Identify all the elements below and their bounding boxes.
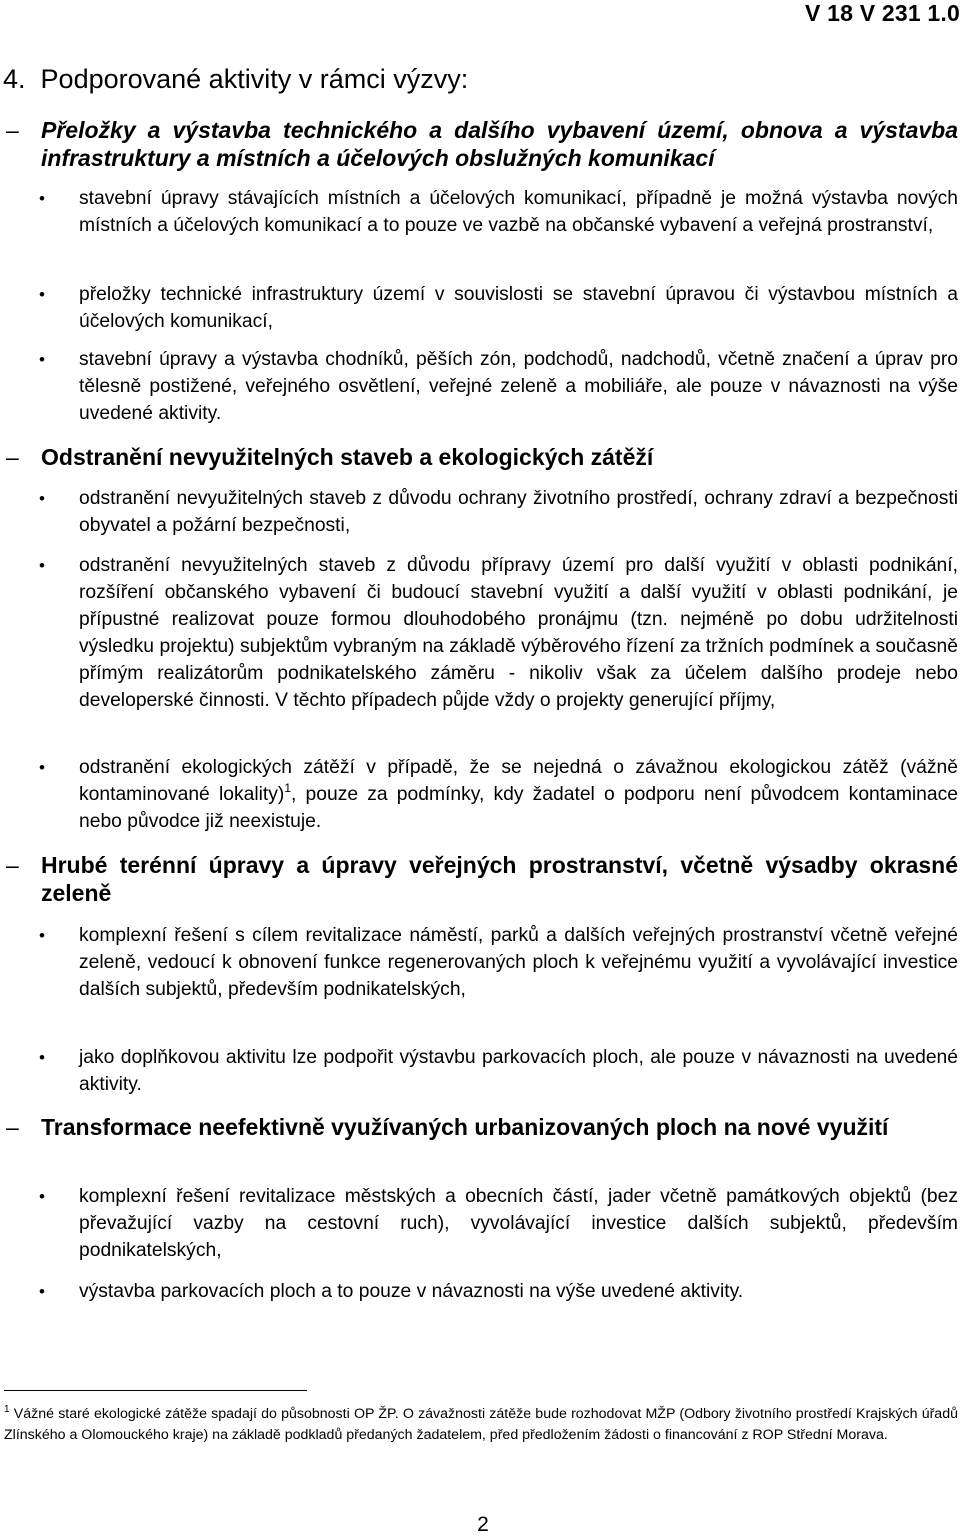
list-item-text: jako doplňkovou aktivitu lze podpořit výstavbu parkovacích ploch, ale pouze v návaznosti na uvedené aktivity. bbox=[79, 1047, 958, 1095]
section-heading bbox=[3, 62, 468, 96]
footnote bbox=[4, 1404, 958, 1446]
topic-heading bbox=[6, 116, 958, 172]
list-item-text: stavební úpravy stávajících místních a účelových komunikací, případně je možná výstavba nových místních a účelových komunikací a to pouze ve vazbě na občanské vybavení a veřejná prostranství, bbox=[79, 188, 958, 236]
footnote-text: Vážné staré ekologické zátěže spadají do působnosti OP ŽP. O závažnosti zátěže bude rozhodovat MŽP (Odbory životního prostředí Krajských úřadů Zlínského a Olomouckého kraje) na základě podkladů předaných žadatelem, před předložením žádosti o financování z ROP Střední Morava. bbox=[4, 1406, 958, 1443]
topic-heading bbox=[6, 851, 958, 907]
list-item-text: odstranění ekologických zátěží v případě, že se nejedná o závažnou ekologickou zátěž (vážně kontaminované lokality) bbox=[79, 757, 958, 805]
section-number: 4. bbox=[3, 64, 26, 94]
list-item-text: odstranění nevyužitelných staveb z důvodu ochrany životního prostředí, ochrany zdraví a bezpečnosti obyvatel a požární bezpečnosti, bbox=[79, 488, 958, 536]
list-item-text: stavební úpravy a výstavba chodníků, pěších zón, podchodů, nadchodů, včetně značení a úprav pro tělesně postižené, veřejného osvětlení, veřejné zeleně a mobiliáře, ale pouze v návaznosti na výše uvedené aktivity. bbox=[79, 349, 958, 424]
list-item bbox=[39, 281, 958, 335]
list-item bbox=[39, 1183, 958, 1264]
bullet-icon: • bbox=[39, 1187, 45, 1206]
section-title: Podporované aktivity v rámci výzvy: bbox=[40, 64, 469, 94]
bullet-icon: • bbox=[39, 285, 45, 304]
topic-heading bbox=[6, 443, 958, 471]
footnote-separator bbox=[4, 1390, 307, 1391]
list-item bbox=[39, 754, 958, 835]
list-item bbox=[39, 552, 958, 714]
footnote-number: 1 bbox=[4, 1404, 10, 1415]
bullet-icon: • bbox=[39, 926, 45, 945]
dash-marker: – bbox=[6, 1114, 19, 1140]
page-number: 2 bbox=[477, 1513, 489, 1536]
topic-title: Hrubé terénní úpravy a úpravy veřejných prostranství, včetně výsadby okrasné zeleně bbox=[41, 852, 958, 906]
dash-marker: – bbox=[6, 117, 19, 143]
bullet-icon: • bbox=[39, 350, 45, 369]
topic-title: Odstranění nevyužitelných staveb a ekologických zátěží bbox=[41, 444, 654, 470]
footnote-reference[interactable]: 1 bbox=[284, 781, 291, 795]
topic-title: Transformace neefektivně využívaných urbanizovaných ploch na nové využití bbox=[41, 1114, 889, 1140]
list-item bbox=[39, 485, 958, 539]
list-item-text: komplexní řešení revitalizace městských a obecních částí, jader včetně památkových objektů (bez převažující vazby na cestovní ruch), vyvolávající investice dalších subjektů, především podnikatelských, bbox=[79, 1186, 958, 1261]
list-item-text: odstranění nevyužitelných staveb z důvodu přípravy území pro další využití v oblasti podnikání, rozšíření občanského vybavení či budoucí stavební využití a další využití v oblasti podnikání, je přípustné realizovat pouze formou dlouhodobého pronájmu (tzn. nejméně po dobu udržitelnosti výsledku projektu) subjektům vybraným na základě výběrového řízení za tržních podmínek a současně přímým realizátorům podnikatelského záměru - nikoliv však za účelem dalšího prodeje nebo developerské činnosti. V těchto případech půjde vždy o projekty generující příjmy, bbox=[79, 555, 958, 711]
list-item bbox=[39, 1044, 958, 1098]
bullet-icon: • bbox=[39, 556, 45, 575]
topic-title: Přeložky a výstavba technického a dalšího vybavení území, obnova a výstavba infrastruktury a místních a účelových obslužných komunikací bbox=[41, 117, 958, 171]
list-item bbox=[39, 346, 958, 427]
list-item-text: komplexní řešení s cílem revitalizace náměstí, parků a dalších veřejných prostranství včetně veřejné zeleně, vedoucí k obnovení funkce regenerovaných ploch k veřejnému využití a vyvolávající investice dalších subjektů, především podnikatelských, bbox=[79, 925, 958, 1000]
bullet-icon: • bbox=[39, 489, 45, 508]
list-item bbox=[39, 185, 958, 239]
bullet-icon: • bbox=[39, 1282, 45, 1301]
list-item-text: přeložky technické infrastruktury území v souvislosti se stavební úpravou či výstavbou místních a účelových komunikací, bbox=[79, 284, 958, 332]
bullet-icon: • bbox=[39, 189, 45, 208]
list-item bbox=[39, 1278, 958, 1305]
list-item-text: , pouze za podmínky, kdy žadatel o podporu není původcem kontaminace nebo původce již neexistuje. bbox=[79, 784, 958, 832]
dash-marker: – bbox=[6, 852, 19, 878]
list-item bbox=[39, 922, 958, 1003]
list-item-text: výstavba parkovacích ploch a to pouze v návaznosti na výše uvedené aktivity. bbox=[79, 1281, 744, 1302]
document-code: V 18 V 231 1.0 bbox=[805, 0, 960, 26]
bullet-icon: • bbox=[39, 1048, 45, 1067]
bullet-icon: • bbox=[39, 758, 45, 777]
dash-marker: – bbox=[6, 444, 19, 470]
topic-heading bbox=[6, 1113, 958, 1141]
